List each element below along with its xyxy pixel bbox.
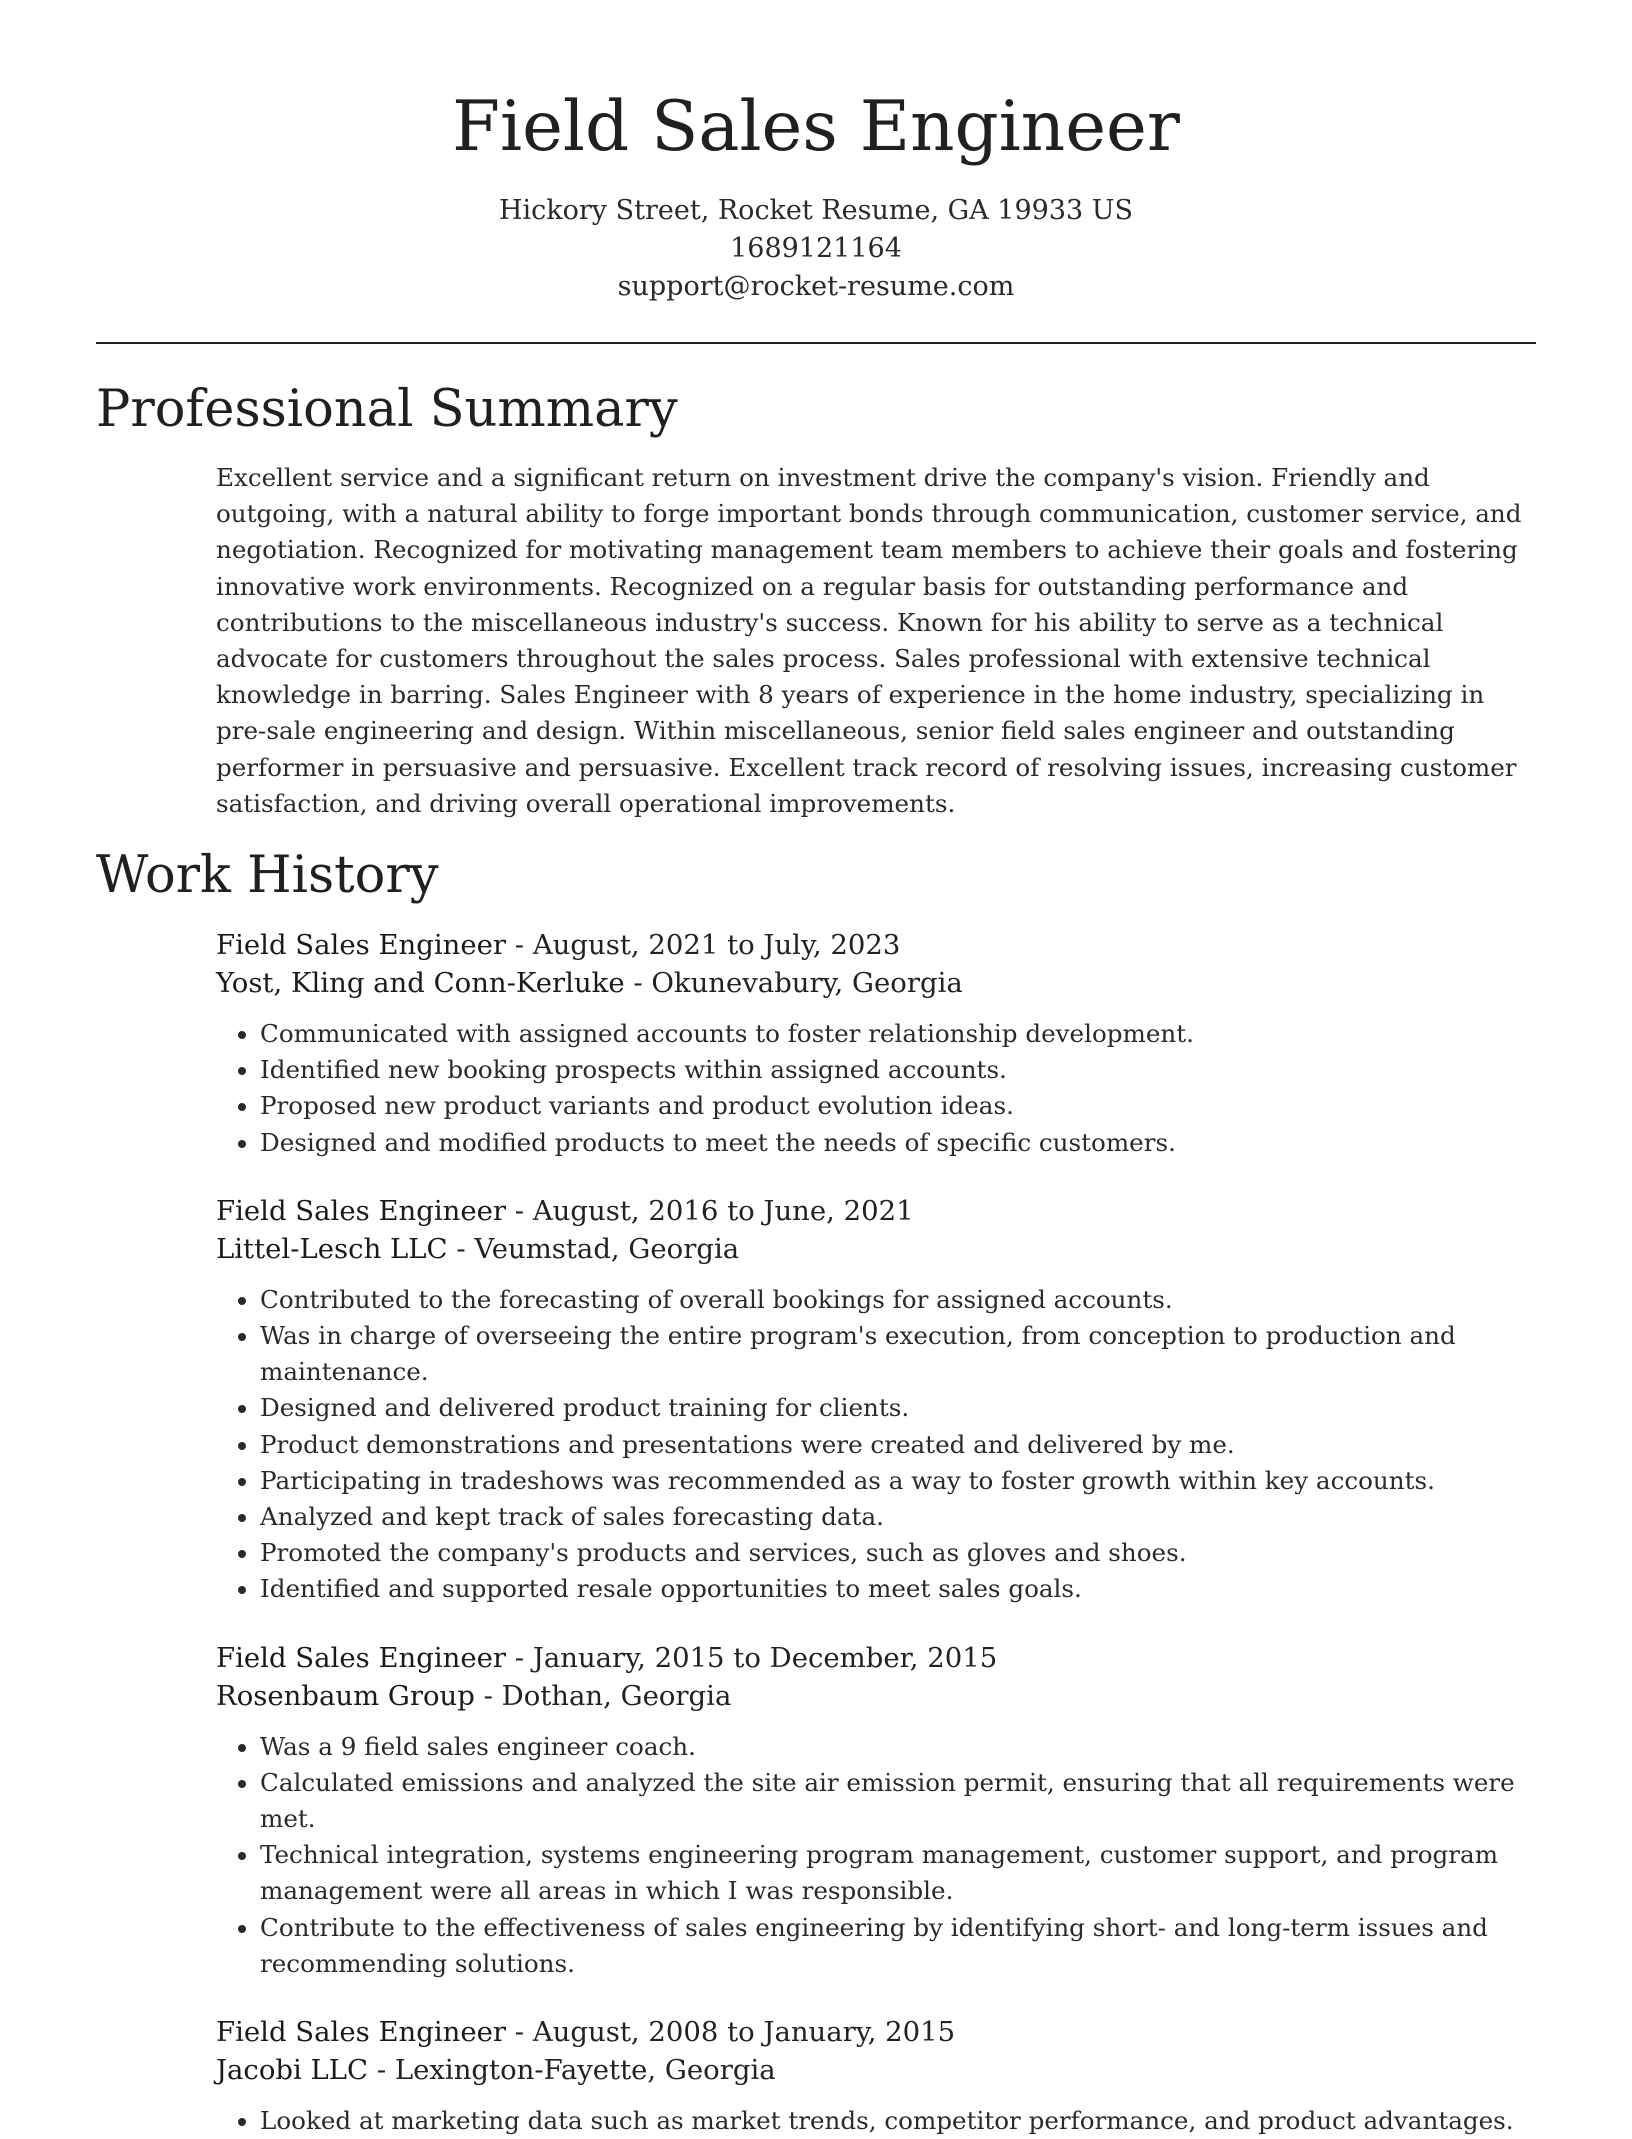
job-bullets xyxy=(216,2103,1536,2139)
summary-heading: Professional Summary xyxy=(96,380,678,439)
job-bullet: • Identified new booking prospects within assigned accounts. xyxy=(260,1052,1536,1088)
resume-page xyxy=(96,0,1536,2139)
work-history-heading: Work History xyxy=(96,846,439,906)
job-bullet: • Contribute to the effectiveness of sales engineering by identifying short- and long-term issues and recommending solutions. xyxy=(260,1910,1536,1982)
job-bullet: • Promoted the company's products and services, such as gloves and shoes. xyxy=(260,1535,1536,1571)
job-location: - Dothan, Georgia xyxy=(474,1679,732,1712)
job-location: - Okunevabury, Georgia xyxy=(624,967,963,1000)
job-dates: - August, 2021 to July, 2023 xyxy=(506,929,901,962)
job-company-line xyxy=(216,2051,1536,2089)
job-company: Littel-Lesch LLC xyxy=(216,1232,448,1265)
summary-text: Excellent service and a significant return on investment drive the company's vision. Friendly and outgoing, with a natural ability to forge important bonds through communication, customer service, and negotiation. Recognized for motivating management team members to achieve their goals and fostering innovative work environments. Recognized on a regular basis for outstanding performance and contributions to the miscellaneous industry's success. Known for his ability to serve as a technical advocate for customers throughout the sales process. Sales professional with extensive technical knowledge in barring. Sales Engineer with 8 years of experience in the home industry, specializing in pre-sale engineering and design. Within miscellaneous, senior field sales engineer and outstanding performer in persuasive and persuasive. Excellent track record of resolving issues, increasing customer satisfaction, and driving overall operational improvements. xyxy=(216,463,1522,818)
job-bullets xyxy=(216,1729,1536,1982)
job-dates: - August, 2008 to January, 2015 xyxy=(506,2016,956,2049)
job-bullet: • Identified and supported resale opportunities to meet sales goals. xyxy=(260,1571,1536,1607)
job-bullet: • Product demonstrations and presentations were created and delivered by me. xyxy=(260,1427,1536,1463)
job-bullet: • Participating in tradeshows was recommended as a way to foster growth within key accounts. xyxy=(260,1463,1536,1499)
job-company: Jacobi LLC xyxy=(216,2054,369,2087)
job-bullet: • Contributed to the forecasting of overall bookings for assigned accounts. xyxy=(260,1282,1536,1318)
job-role: Field Sales Engineer xyxy=(216,1641,507,1674)
job-company: Yost, Kling and Conn-Kerluke xyxy=(216,967,625,1000)
job-company-line xyxy=(216,1677,1536,1715)
job-bullet: • Technical integration, systems engineering program management, customer support, and program management were all areas in which I was responsible. xyxy=(260,1837,1536,1909)
job-bullet: • Looked at marketing data such as market trends, competitor performance, and product advantages. xyxy=(260,2103,1536,2139)
resume-name: Field Sales Engineer xyxy=(452,87,1180,167)
job-role: Field Sales Engineer xyxy=(216,2016,507,2049)
job-title-line xyxy=(216,2013,1536,2051)
job-bullet: • Communicated with assigned accounts to foster relationship development. xyxy=(260,1016,1536,1052)
job-role: Field Sales Engineer xyxy=(216,929,507,962)
job-title-line xyxy=(216,1192,1536,1230)
job-dates: - January, 2015 to December, 2015 xyxy=(506,1641,998,1674)
job-bullets xyxy=(216,1282,1536,1608)
job-entry xyxy=(216,2013,1536,2139)
job-bullet: • Designed and delivered product training for clients. xyxy=(260,1390,1536,1426)
job-role: Field Sales Engineer xyxy=(216,1194,507,1227)
job-bullets xyxy=(216,1016,1536,1161)
job-bullet: • Proposed new product variants and product evolution ideas. xyxy=(260,1088,1536,1124)
job-dates: - August, 2016 to June, 2021 xyxy=(506,1194,914,1227)
job-bullet: • Analyzed and kept track of sales forecasting data. xyxy=(260,1499,1536,1535)
job-bullet: • Was in charge of overseeing the entire program's execution, from conception to production and maintenance. xyxy=(260,1318,1536,1390)
job-bullet: • Designed and modified products to meet the needs of specific customers. xyxy=(260,1125,1536,1161)
job-title-line xyxy=(216,1639,1536,1677)
resume-header xyxy=(96,0,1536,306)
job-company-line xyxy=(216,964,1536,1002)
contact-address: Hickory Street, Rocket Resume, GA 19933 US xyxy=(498,195,1134,226)
job-company-line xyxy=(216,1230,1536,1268)
contact-phone: 1689121164 xyxy=(730,233,902,264)
job-title-line xyxy=(216,926,1536,964)
header-divider xyxy=(96,342,1536,344)
job-bullet: • Calculated emissions and analyzed the site air emission permit, ensuring that all requirements were met. xyxy=(260,1765,1536,1837)
job-company: Rosenbaum Group xyxy=(216,1679,475,1712)
job-entry xyxy=(216,1639,1536,1982)
job-entry xyxy=(216,1192,1536,1608)
job-bullet: • Was a 9 field sales engineer coach. xyxy=(260,1729,1536,1765)
job-entry xyxy=(216,926,1536,1161)
contact-info xyxy=(96,192,1536,306)
job-location: - Veumstad, Georgia xyxy=(447,1232,740,1265)
job-location: - Lexington-Fayette, Georgia xyxy=(368,2054,776,2087)
contact-email: support@rocket-resume.com xyxy=(617,271,1015,302)
